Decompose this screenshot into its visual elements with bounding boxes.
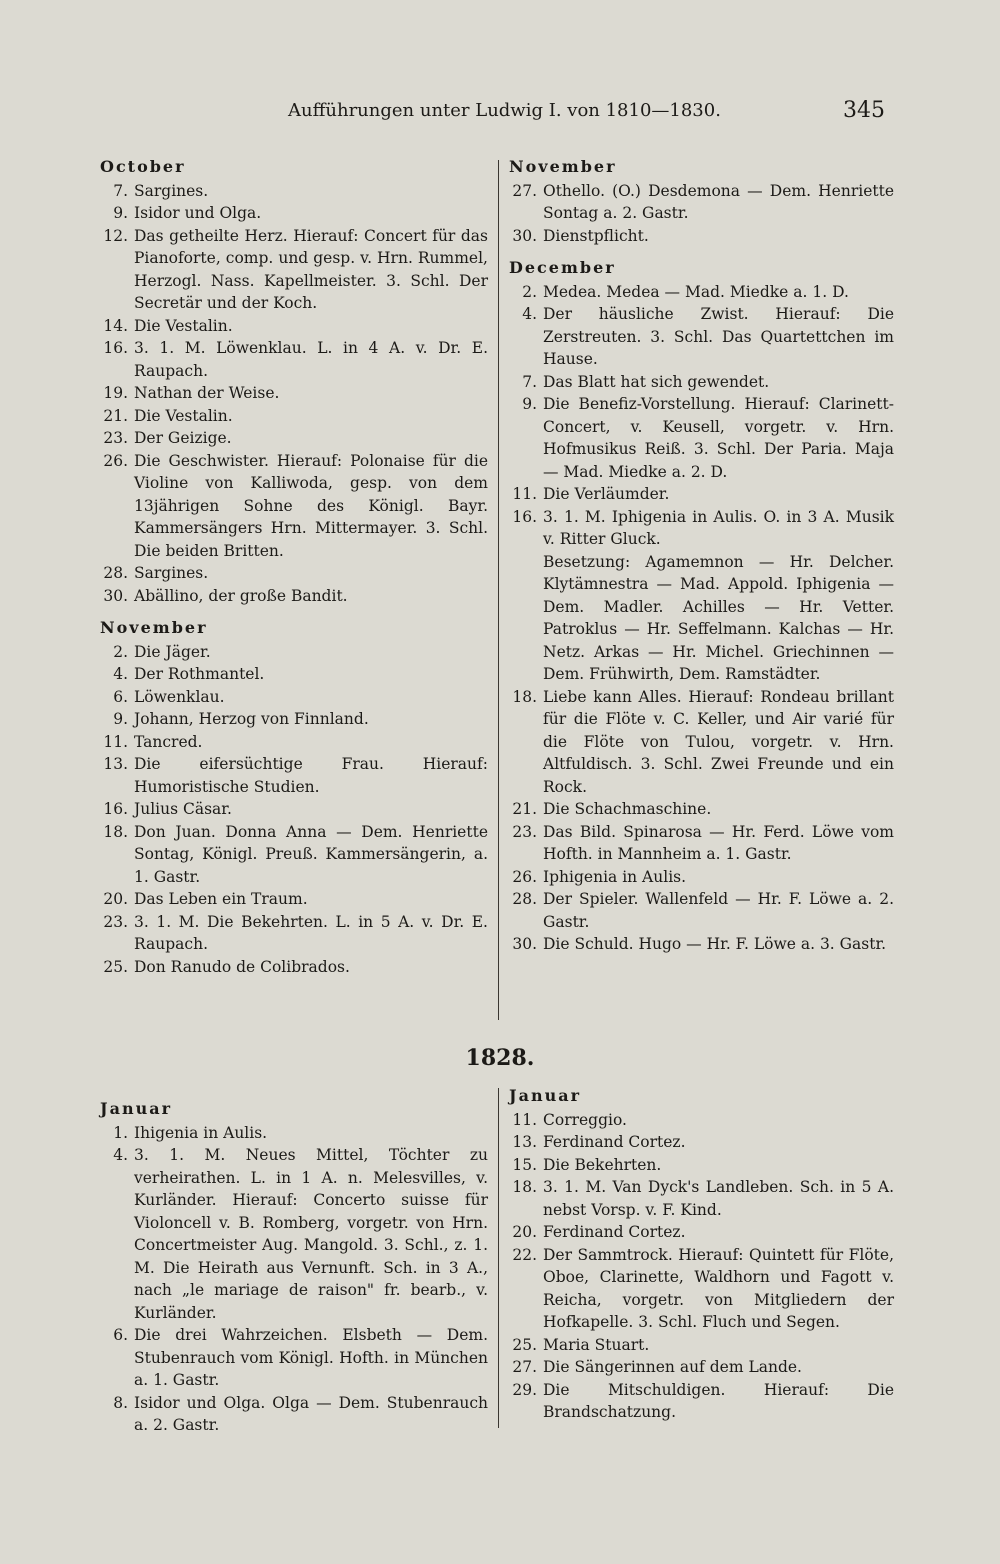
performance-entry xyxy=(100,585,488,608)
performance-entry xyxy=(100,798,488,821)
entry-text: Die Schachmaschine. xyxy=(543,800,712,818)
entry-text: Don Juan. Donna Anna — Dem. Henriette Sontag, Königl. Preuß. Kammersängerin, a. 1. Gastr. xyxy=(134,822,488,886)
column-divider-bottom xyxy=(498,1088,499,1428)
entry-day: 2. xyxy=(113,642,128,661)
performance-entry xyxy=(100,1122,488,1145)
entry-text: Das Bild. Spinarosa — Hr. Ferd. Löwe vom Hofth. in Mannheim a. 1. Gastr. xyxy=(543,822,894,863)
entry-text: 3. 1. M. Die Bekehrten. L. in 5 A. v. Dr. E. Raupach. xyxy=(134,912,488,953)
entry-text: Die drei Wahrzeichen. Elsbeth — Dem. Stubenrauch vom Königl. Hofth. in München a. 1. Gastr. xyxy=(134,1326,488,1389)
entry-text: Das Leben ein Traum. xyxy=(134,890,308,908)
entry-day xyxy=(509,551,543,686)
performance-entry xyxy=(509,483,894,506)
performance-entry xyxy=(100,1324,488,1392)
performance-entry xyxy=(100,686,488,709)
entry-day: 1. xyxy=(113,1123,128,1142)
entry-text: 3. 1. M. Iphigenia in Aulis. O. in 3 A. Musik v. Ritter Gluck. xyxy=(543,507,894,548)
entry-day: 30. xyxy=(512,935,537,953)
entry-day: 18. xyxy=(103,822,128,841)
entry-day: 4. xyxy=(522,305,537,323)
entry-day: 11. xyxy=(103,732,128,751)
performance-entry xyxy=(100,1392,488,1437)
entry-text: Ferdinand Cortez. xyxy=(543,1133,686,1151)
entry-text: Die Vestalin. xyxy=(134,406,233,425)
performance-entry xyxy=(100,821,488,889)
entry-day: 13. xyxy=(103,755,128,773)
entry-text: Die Schuld. Hugo — Hr. F. Löwe a. 3. Gastr. xyxy=(543,935,887,953)
entry-text: Isidor und Olga. Olga — Dem. Stubenrauch a. 2. Gastr. xyxy=(134,1393,488,1434)
entry-text: Liebe kann Alles. Hierauf: Rondeau brillant für die Flöte v. C. Keller, und Air varié für die Flöte von Tulou, vorgetr. v. Hrn. Altfuldisch. 3. Schl. Zwei Freunde und ein Rock. xyxy=(543,687,894,796)
performance-entry xyxy=(509,1109,894,1132)
performance-entry xyxy=(100,1144,488,1324)
entry-day: 6. xyxy=(113,687,128,706)
month-heading: December xyxy=(509,258,616,277)
entry-text: Ferdinand Cortez. xyxy=(543,1223,686,1241)
performance-entry xyxy=(100,427,488,450)
entry-day: 26. xyxy=(103,451,128,470)
entry-day: 15. xyxy=(512,1155,537,1174)
performance-entry xyxy=(100,225,488,315)
performance-entry xyxy=(509,1154,894,1177)
entry-day: 28. xyxy=(512,890,537,908)
performance-entry xyxy=(509,821,894,866)
entry-text: Isidor und Olga. xyxy=(134,204,262,222)
entry-day: 25. xyxy=(512,1335,537,1354)
performance-entry xyxy=(100,450,488,563)
entry-day: 8. xyxy=(113,1393,128,1412)
entry-text: Julius Cäsar. xyxy=(134,800,232,818)
entry-day: 21. xyxy=(103,406,128,425)
entry-text: Das Blatt hat sich gewendet. xyxy=(543,372,770,391)
performance-entry xyxy=(509,393,894,483)
performance-entry xyxy=(100,708,488,731)
entry-day: 23. xyxy=(512,822,537,841)
performance-entry xyxy=(100,641,488,664)
performance-entry xyxy=(100,382,488,405)
entry-text: Die Geschwister. Hierauf: Polonaise für die Violine von Kalliwoda, gesp. von dem 13jährigen Sohne des Königl. Bayr. Kammersängers Hrn. Mittermayer. 3. Schl. Die beiden Britten. xyxy=(134,451,488,560)
performance-entry xyxy=(509,371,894,394)
column-bottom-left xyxy=(100,1098,488,1437)
entry-text: 3. 1. M. Neues Mittel, Töchter zu verheirathen. L. in 1 A. n. Melesvilles, v. Kurländer. Hierauf: Concerto suisse für Violoncell v. B. Romberg, vorgetr. von Hrn. Concertmeister Aug. Mangold. 3. Schl., z. 1. M. Die Heirath aus Vernunft. Sch. in 3 A., nach „le mariage de raison" fr. bearb., v. Kurländer. xyxy=(134,1146,488,1322)
entry-day: 16. xyxy=(103,339,128,357)
performance-entry xyxy=(509,303,894,371)
entry-day: 30. xyxy=(512,226,537,245)
performance-entry xyxy=(509,1244,894,1334)
entry-day: 4. xyxy=(113,665,128,683)
performance-entry xyxy=(509,888,894,933)
entry-text: Nathan der Weise. xyxy=(134,384,280,402)
performance-entry xyxy=(509,1379,894,1424)
month-heading: November xyxy=(100,618,208,637)
entry-day: 27. xyxy=(512,1358,537,1376)
entry-text: Don Ranudo de Colibrados. xyxy=(134,957,350,976)
performance-entry xyxy=(509,1334,894,1357)
entry-text: Löwenklau. xyxy=(134,687,225,706)
entry-day: 7. xyxy=(522,372,537,391)
entry-day: 16. xyxy=(103,800,128,818)
entry-day: 27. xyxy=(512,181,537,200)
performance-entry xyxy=(509,180,894,225)
year-heading: 1828. xyxy=(465,1045,535,1071)
month-heading: Januar xyxy=(509,1086,581,1105)
performance-entry xyxy=(509,1356,894,1379)
entry-day: 2. xyxy=(522,282,537,301)
entry-day: 9. xyxy=(522,395,537,413)
entry-day: 12. xyxy=(103,226,128,245)
entry-day: 20. xyxy=(512,1223,537,1241)
entry-text: Das getheilte Herz. Hierauf: Concert für das Pianoforte, comp. und gesp. v. Hrn. Rummel, Herzogl. Nass. Kapellmeister. 3. Schl. Der Secretär und der Koch. xyxy=(134,226,488,312)
entry-text: Die Verläumder. xyxy=(543,485,670,503)
entry-text: 3. 1. M. Van Dyck's Landleben. Sch. in 5 A. nebst Vorsp. v. F. Kind. xyxy=(543,1178,894,1219)
entry-text: Die Jäger. xyxy=(134,642,211,661)
entry-text: Der Geizige. xyxy=(134,429,232,447)
running-header xyxy=(0,100,1000,130)
performance-entry xyxy=(100,911,488,956)
performance-entry xyxy=(100,562,488,585)
column-top-right xyxy=(509,156,894,956)
column-top-left xyxy=(100,156,488,978)
entry-day: 21. xyxy=(512,800,537,818)
performance-entry xyxy=(100,180,488,203)
entry-text: Die Vestalin. xyxy=(134,316,233,335)
column-divider-top xyxy=(498,160,499,1020)
entry-day: 13. xyxy=(512,1133,537,1151)
performance-entry xyxy=(509,1221,894,1244)
entry-day: 11. xyxy=(512,1110,537,1129)
entry-day: 23. xyxy=(103,912,128,931)
entry-text: Der Spieler. Wallenfeld — Hr. F. Löwe a. 2. Gastr. xyxy=(543,890,894,931)
entry-text: Tancred. xyxy=(134,732,203,751)
entry-text: Die Sängerinnen auf dem Lande. xyxy=(543,1358,802,1376)
performance-entry xyxy=(509,506,894,551)
entry-text: Der häusliche Zwist. Hierauf: Die Zerstreuten. 3. Schl. Das Quartettchen im Hause. xyxy=(543,305,894,368)
entry-text: Othello. (O.) Desdemona — Dem. Henriette Sontag a. 2. Gastr. xyxy=(543,181,894,222)
header-title: Aufführungen unter Ludwig I. von 1810—1830. xyxy=(288,100,721,121)
entry-day: 20. xyxy=(103,890,128,908)
month-heading: Januar xyxy=(100,1099,172,1118)
performance-entry xyxy=(509,686,894,799)
entry-text: Johann, Herzog von Finnland. xyxy=(134,710,369,728)
performance-entry xyxy=(100,337,488,382)
entry-day: 26. xyxy=(512,867,537,886)
performance-entry xyxy=(100,753,488,798)
entry-day: 11. xyxy=(512,485,537,503)
entry-day: 6. xyxy=(113,1326,128,1344)
month-heading: October xyxy=(100,157,186,176)
performance-entry xyxy=(100,731,488,754)
entry-day: 19. xyxy=(103,384,128,402)
entry-text: Die Bekehrten. xyxy=(543,1155,662,1174)
column-bottom-right xyxy=(509,1085,894,1424)
entry-day: 4. xyxy=(113,1146,128,1164)
entry-day: 7. xyxy=(113,181,128,200)
entry-text: 3. 1. M. Löwenklau. L. in 4 A. v. Dr. E. Raupach. xyxy=(134,339,488,380)
entry-day: 28. xyxy=(103,564,128,582)
performance-entry xyxy=(100,888,488,911)
entry-text: Iphigenia in Aulis. xyxy=(543,867,687,886)
entry-text: Die Mitschuldigen. Hierauf: Die Brandschatzung. xyxy=(543,1380,894,1421)
entry-day: 22. xyxy=(512,1245,537,1264)
performance-entry xyxy=(509,933,894,956)
entry-day: 29. xyxy=(512,1380,537,1399)
entry-day: 9. xyxy=(113,710,128,728)
performance-entry xyxy=(100,405,488,428)
performance-entry xyxy=(509,798,894,821)
performance-entry xyxy=(100,956,488,979)
performance-entry xyxy=(100,202,488,225)
month-heading: November xyxy=(509,157,617,176)
entry-day: 9. xyxy=(113,204,128,222)
performance-entry xyxy=(509,1176,894,1221)
page-number: 345 xyxy=(843,98,885,123)
entry-day: 23. xyxy=(103,429,128,447)
performance-entry xyxy=(100,315,488,338)
entry-text: Besetzung: Agamemnon — Hr. Delcher. Klytämnestra — Mad. Appold. Iphigenia — Dem. Madler. Achilles — Hr. Vetter. Patroklus — Hr. Seffelmann. Kalchas — Hr. Netz. Arkas — Hr. Michel. Griechinnen — Dem. Frühwirth, Dem. Ramstädter. xyxy=(543,552,894,683)
entry-day: 18. xyxy=(512,687,537,706)
entry-text: Sargines. xyxy=(134,564,209,582)
entry-day: 16. xyxy=(512,507,537,526)
entry-text: Der Rothmantel. xyxy=(134,665,265,683)
entry-text: Die eifersüchtige Frau. Hierauf: Humoristische Studien. xyxy=(134,755,488,796)
performance-entry xyxy=(509,225,894,248)
performance-entry xyxy=(100,663,488,686)
entry-day: 18. xyxy=(512,1178,537,1196)
performance-entry xyxy=(509,281,894,304)
performance-entry xyxy=(509,866,894,889)
performance-entry xyxy=(509,551,894,686)
performance-entry xyxy=(509,1131,894,1154)
entry-text: Abällino, der große Bandit. xyxy=(134,586,348,605)
entry-text: Die Benefiz-Vorstellung. Hierauf: Clarinett-Concert, v. Keusell, vorgetr. v. Hrn. Hofmusikus Reiß. 3. Schl. Der Paria. Maja — Mad. Miedke a. 2. D. xyxy=(543,395,894,481)
entry-text: Sargines. xyxy=(134,181,209,200)
entry-text: Correggio. xyxy=(543,1110,627,1129)
entry-text: Dienstpflicht. xyxy=(543,226,649,245)
entry-text: Ihigenia in Aulis. xyxy=(134,1123,268,1142)
entry-text: Medea. Medea — Mad. Miedke a. 1. D. xyxy=(543,282,849,301)
entry-day: 14. xyxy=(103,316,128,335)
entry-day: 30. xyxy=(103,586,128,605)
entry-text: Maria Stuart. xyxy=(543,1335,650,1354)
entry-text: Der Sammtrock. Hierauf: Quintett für Flöte, Oboe, Clarinette, Waldhorn und Fagott v. Reicha, vorgetr. von Mitgliedern der Hofkapelle. 3. Schl. Fluch und Segen. xyxy=(543,1245,894,1331)
entry-day: 25. xyxy=(103,957,128,976)
